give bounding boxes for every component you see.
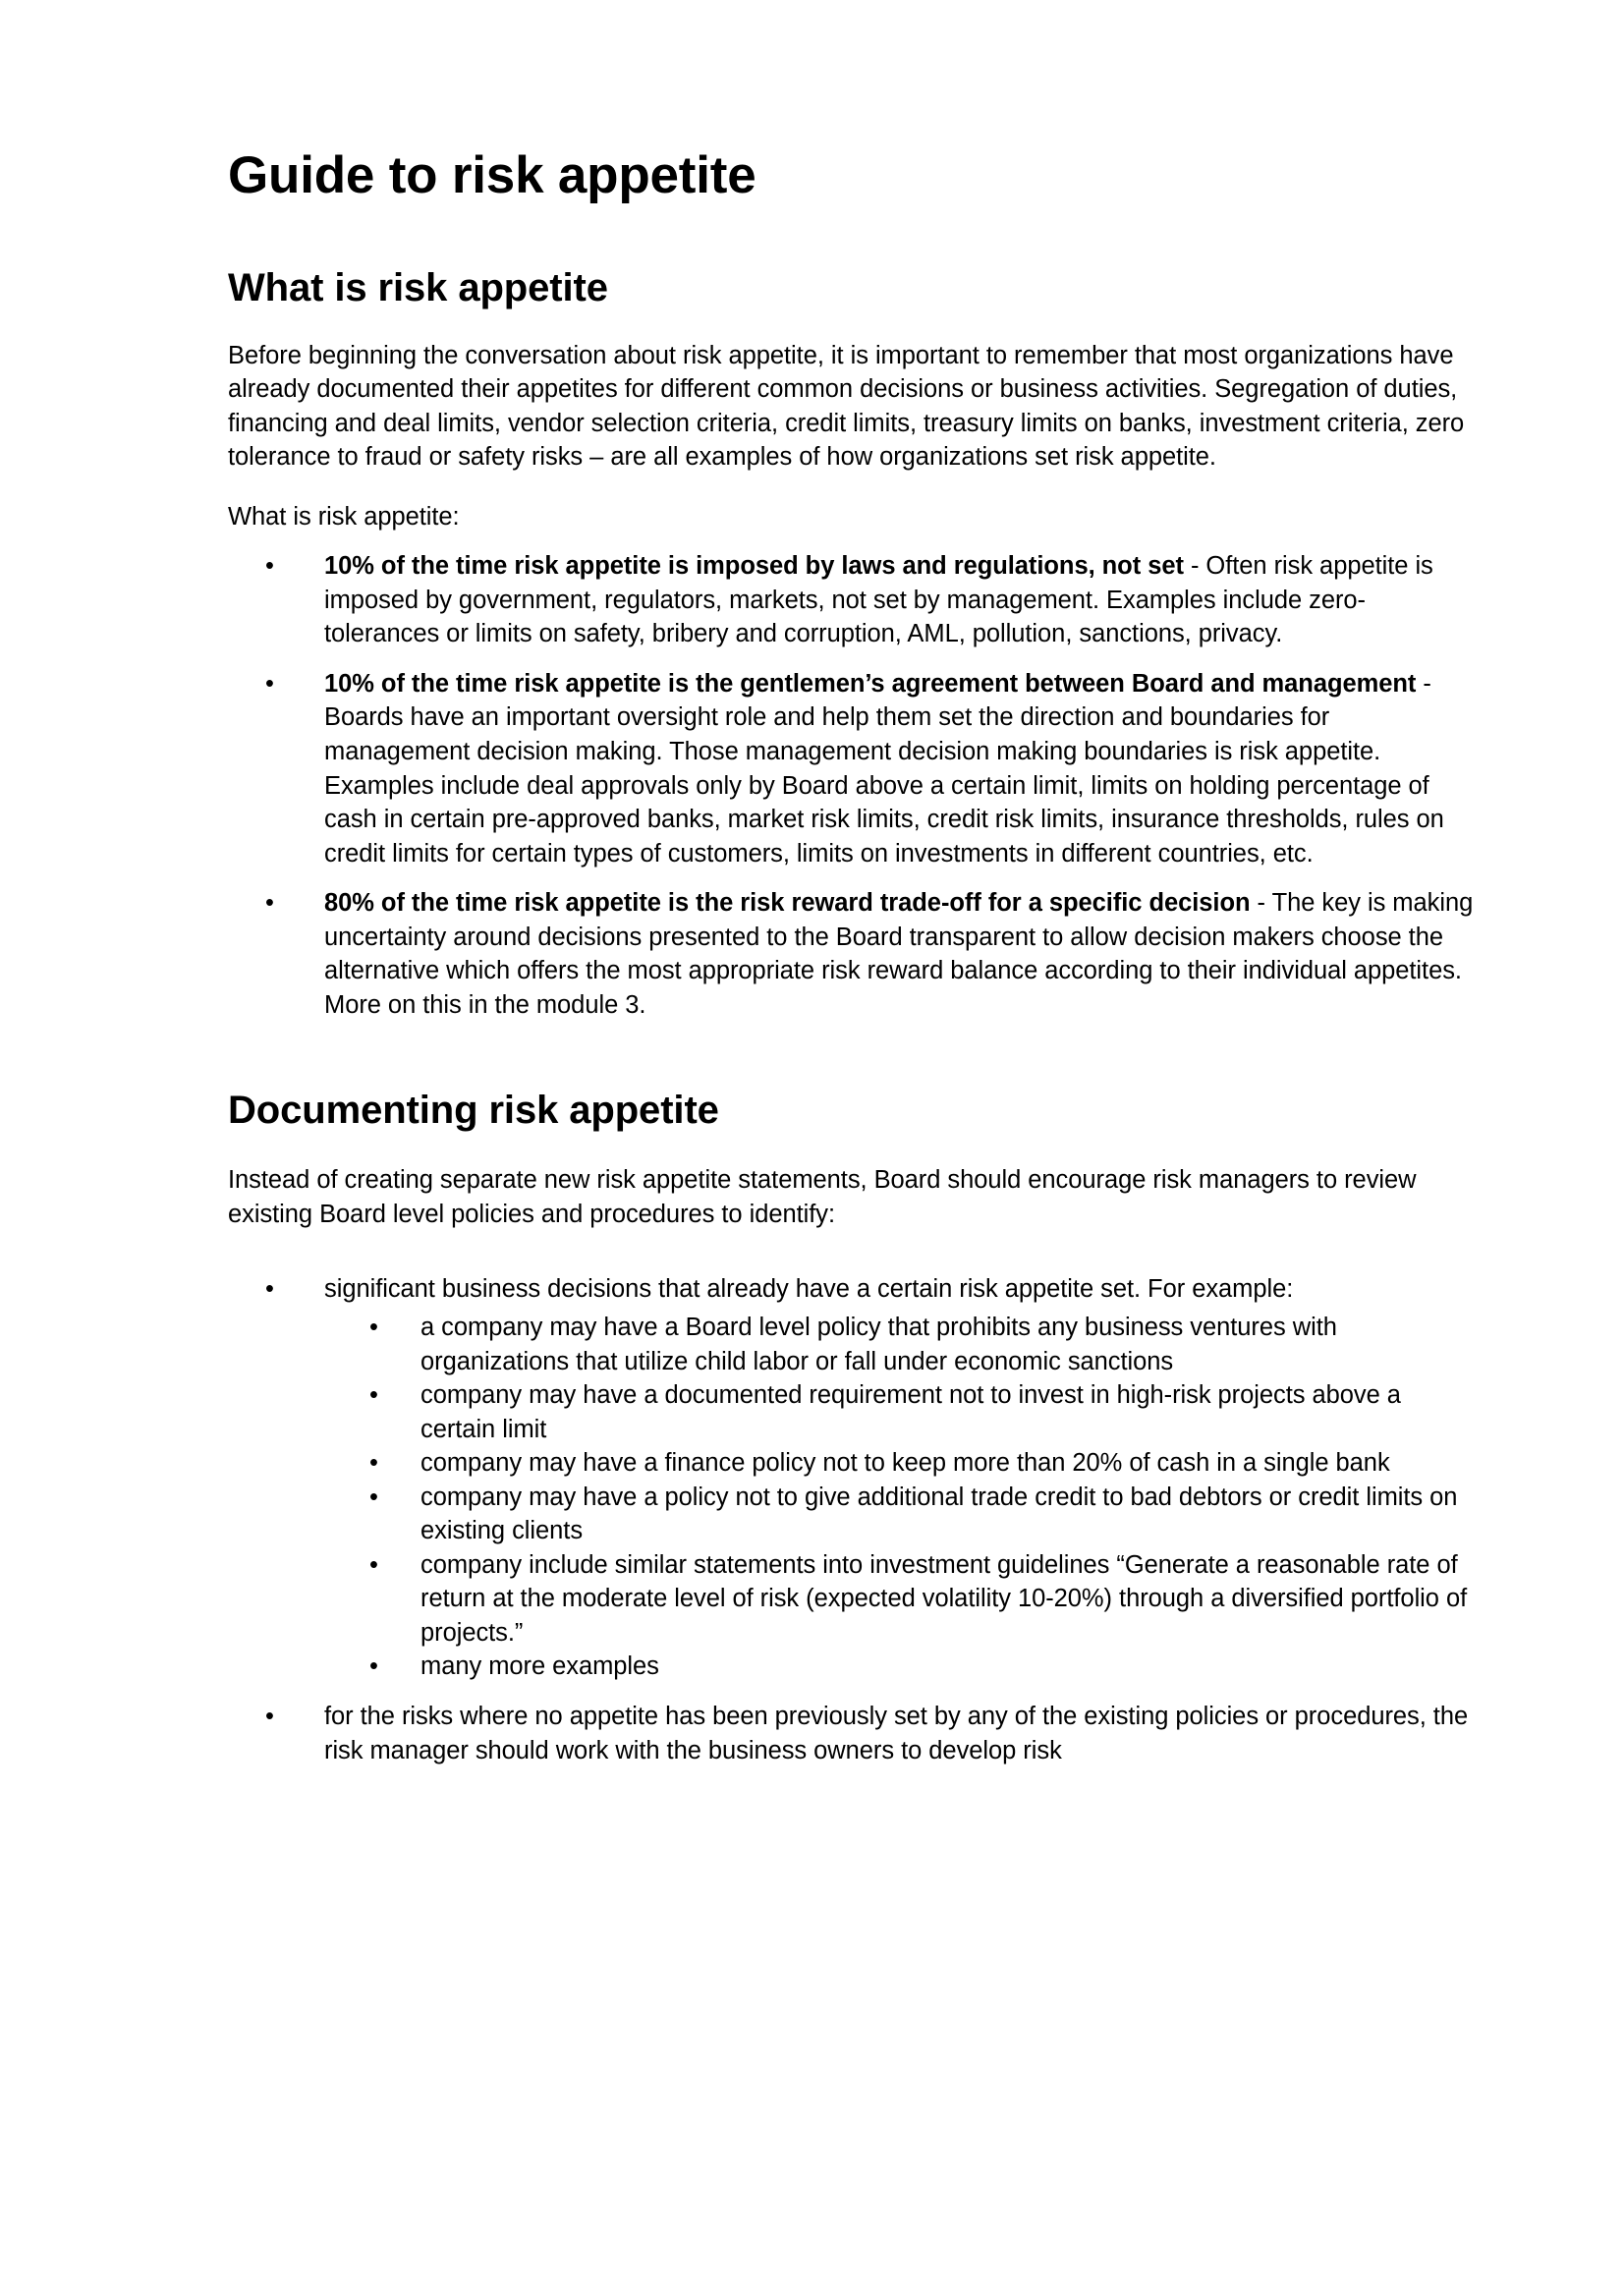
sub-list-item-body: a company may have a Board level policy that prohibits any business ventures with organizations that utilize child labor or fall under economic sanctions bbox=[420, 1314, 1337, 1375]
list-item-bold-lead: 10% of the time risk appetite is the gentlemen’s agreement between Board and management bbox=[324, 669, 1417, 698]
bullet-icon: • bbox=[265, 1703, 274, 1731]
section-1-intro-paragraph: Before beginning the conversation about risk appetite, it is important to remember that most organizations have already documented their appetites for different common decisions or business activities. Segregation of duties, financing and deal limits, vendor selection criteria, credit limits, treasury limits on banks, investment criteria, zero tolerance to fraud or safety risks – are all examples of how organizations set risk appetite. bbox=[228, 341, 1465, 472]
list-item bbox=[324, 1311, 1476, 1378]
section-heading-what-is-risk-appetite: What is risk appetite bbox=[228, 265, 608, 309]
sub-list-item-body: company include similar statements into investment guidelines “Generate a reasonable rate of return at the moderate level of risk (expected volatility 10-20%) through a diversified portfolio of projects.” bbox=[420, 1550, 1468, 1647]
list-item bbox=[228, 667, 1476, 870]
list-item-body: significant business decisions that already have a certain risk appetite set. For example: bbox=[324, 1275, 1294, 1304]
bullet-icon: • bbox=[265, 889, 274, 918]
section-1-bullet-list bbox=[228, 549, 1476, 1022]
list-item bbox=[228, 1272, 1476, 1684]
document-content bbox=[228, 145, 1476, 1767]
page-title: Guide to risk appetite bbox=[228, 146, 756, 204]
bullet-icon: • bbox=[265, 669, 274, 698]
section-2-bullet-list bbox=[228, 1272, 1476, 1767]
bullet-icon: • bbox=[369, 1314, 378, 1342]
sub-list-item-body: company may have a documented requirement not to invest in high-risk projects above a certain limit bbox=[420, 1381, 1401, 1443]
list-item bbox=[228, 1700, 1476, 1767]
list-item bbox=[228, 549, 1476, 651]
list-item-body: - Often risk appetite is imposed by government, regulators, markets, not set by management. Examples include zero-tolerances or limits on safety, bribery and corruption, AML, pollution, sanctions, privacy. bbox=[324, 552, 1433, 648]
bullet-icon: • bbox=[369, 1381, 378, 1410]
list-item-bold-lead: 80% of the time risk appetite is the risk reward trade-off for a specific decision bbox=[324, 889, 1251, 918]
bullet-icon: • bbox=[369, 1483, 378, 1511]
list-item-body: - The key is making uncertainty around decisions presented to the Board transparent to allow decision makers choose the alternative which offers the most appropriate risk reward balance according to their individual appetites. More on this in the module 3. bbox=[324, 889, 1474, 1019]
list-item-body: for the risks where no appetite has been previously set by any of the existing policies or procedures, the risk manager should work with the business owners to develop risk bbox=[324, 1703, 1469, 1764]
sub-list-item-body: company may have a finance policy not to keep more than 20% of cash in a single bank bbox=[420, 1449, 1390, 1478]
list-item bbox=[324, 1650, 1476, 1684]
list-item bbox=[324, 1548, 1476, 1651]
section-2-sub-bullet-list bbox=[324, 1311, 1476, 1684]
bullet-icon: • bbox=[369, 1449, 378, 1478]
bullet-icon: • bbox=[265, 552, 274, 581]
list-item bbox=[324, 1378, 1476, 1446]
section-heading-documenting-risk-appetite: Documenting risk appetite bbox=[228, 1089, 719, 1133]
sub-list-item-body: many more examples bbox=[420, 1652, 659, 1681]
bullet-icon: • bbox=[265, 1275, 274, 1304]
list-item-body: - Boards have an important oversight role and help them set the direction and boundaries for management decision making. Those management decision making boundaries is risk appetite. Examples include deal approvals only by Board above a certain limit, limits on holding percentage of cash in certain pre-approved banks, market risk limits, credit risk limits, insurance thresholds, rules on credit limits for certain types of customers, limits on investments in different countries, etc. bbox=[324, 669, 1444, 868]
sub-list-item-body: company may have a policy not to give additional trade credit to bad debtors or credit limits on existing clients bbox=[420, 1483, 1458, 1545]
list-item-bold-lead: 10% of the time risk appetite is imposed by laws and regulations, not set bbox=[324, 552, 1184, 581]
bullet-icon: • bbox=[369, 1652, 378, 1681]
list-item bbox=[324, 1446, 1476, 1481]
section-1-list-lead: What is risk appetite: bbox=[228, 502, 460, 531]
list-item bbox=[228, 886, 1476, 1022]
bullet-icon: • bbox=[369, 1550, 378, 1579]
list-item bbox=[324, 1481, 1476, 1548]
section-2-intro-paragraph: Instead of creating separate new risk appetite statements, Board should encourage risk managers to review existing Board level policies and procedures to identify: bbox=[228, 1166, 1417, 1228]
